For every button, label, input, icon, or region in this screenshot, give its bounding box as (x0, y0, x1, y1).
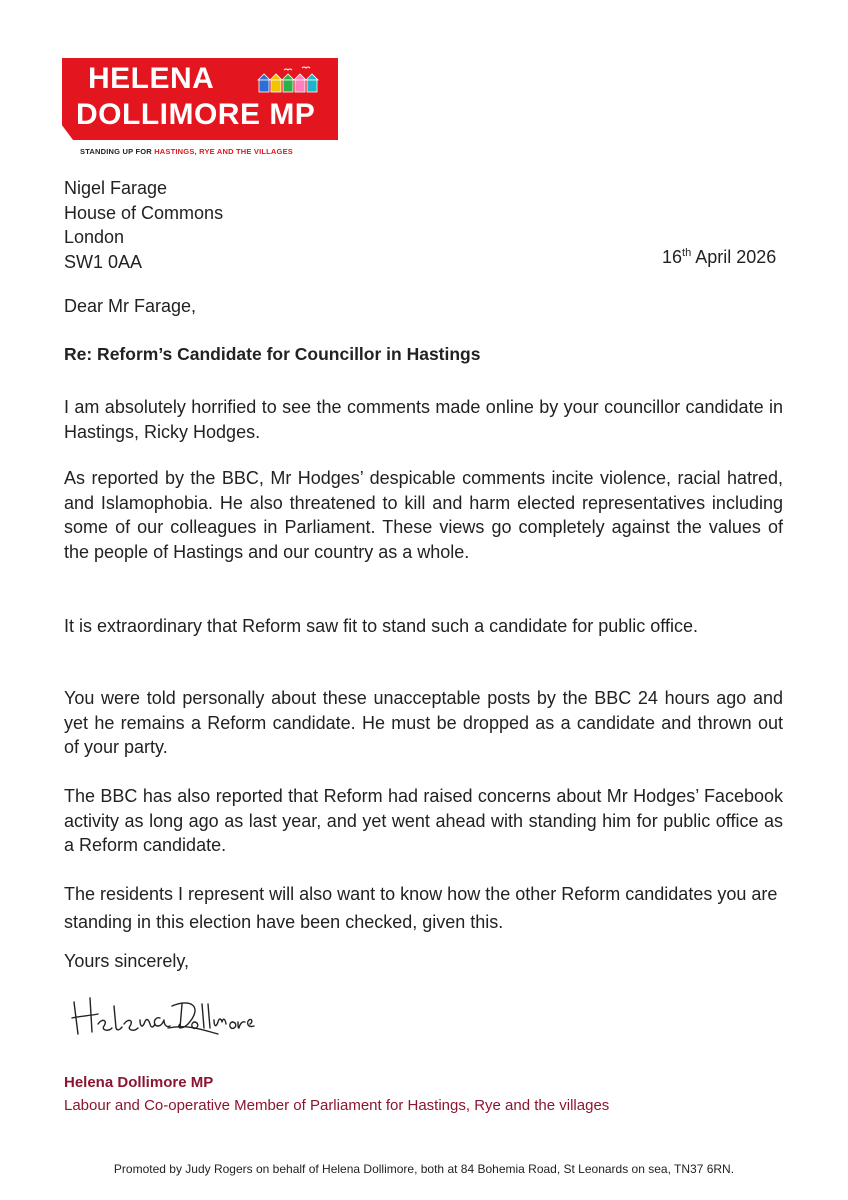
recipient-line3: London (64, 227, 125, 247)
signatory-title: Labour and Co-operative Member of Parliament for Hastings, Rye and the villages (64, 1097, 610, 1114)
recipient-name: Nigel Farage (64, 178, 168, 198)
handwritten-signature (68, 994, 258, 1044)
date-day: 16 (662, 247, 683, 267)
logo-name-line1: HELENA (88, 62, 215, 95)
letterhead-logo (62, 58, 338, 140)
paragraph-2: As reported by the BBC, Mr Hodges’ despicable comments incite violence, racial hatred, and Islamophobia. He also threatened to kill and harm elected representatives including some of our colleagues in Parliament. These views go completely against the values of the people of Hastings and our country as a whole. (64, 468, 783, 562)
date-rest: April 2026 (691, 247, 777, 267)
recipient-line2: House of Commons (64, 202, 224, 223)
paragraph-6: The residents I represent will also want to know how the other Reform candidates you are standing in this election have been checked, given this. (64, 884, 778, 932)
recipient-postcode: SW1 0AA (64, 251, 143, 272)
tagline-prefix: STANDING UP FOR (80, 147, 155, 156)
closing: Yours sincerely, (64, 951, 190, 971)
subject-line: Re: Reform’s Candidate for Councillor in Hastings (64, 344, 481, 364)
tagline-highlight: HASTINGS, RYE AND THE VILLAGES (154, 147, 293, 156)
letter-date (662, 247, 776, 268)
recipient-address (64, 176, 223, 274)
letterhead-tagline (80, 147, 293, 156)
paragraph-5: The BBC has also reported that Reform had raised concerns about Mr Hodges’ Facebook activity as long ago as last year, and yet went ahead with standing him for public office as a Reform candidate. (64, 786, 783, 855)
beach-huts-icon (256, 66, 326, 96)
paragraph-1: I am absolutely horrified to see the comments made online by your councillor candidate in Hastings, Ricky Hodges. (64, 397, 783, 442)
signatory-name: Helena Dollimore MP (64, 1074, 214, 1091)
logo-name-line2: DOLLIMORE MP (76, 98, 316, 131)
salutation: Dear Mr Farage, (64, 296, 197, 316)
imprint-footer: Promoted by Judy Rogers on behalf of Helena Dollimore, both at 84 Bohemia Road, St Leonards on sea, TN37 6RN. (113, 1162, 735, 1176)
date-suffix: th (682, 247, 692, 259)
paragraph-4: You were told personally about these unacceptable posts by the BBC 24 hours ago and yet he remains a Reform candidate. He must be dropped as a candidate and thrown out of your party. (64, 688, 783, 757)
paragraph-3: It is extraordinary that Reform saw fit to stand such a candidate for public office. (64, 616, 698, 636)
